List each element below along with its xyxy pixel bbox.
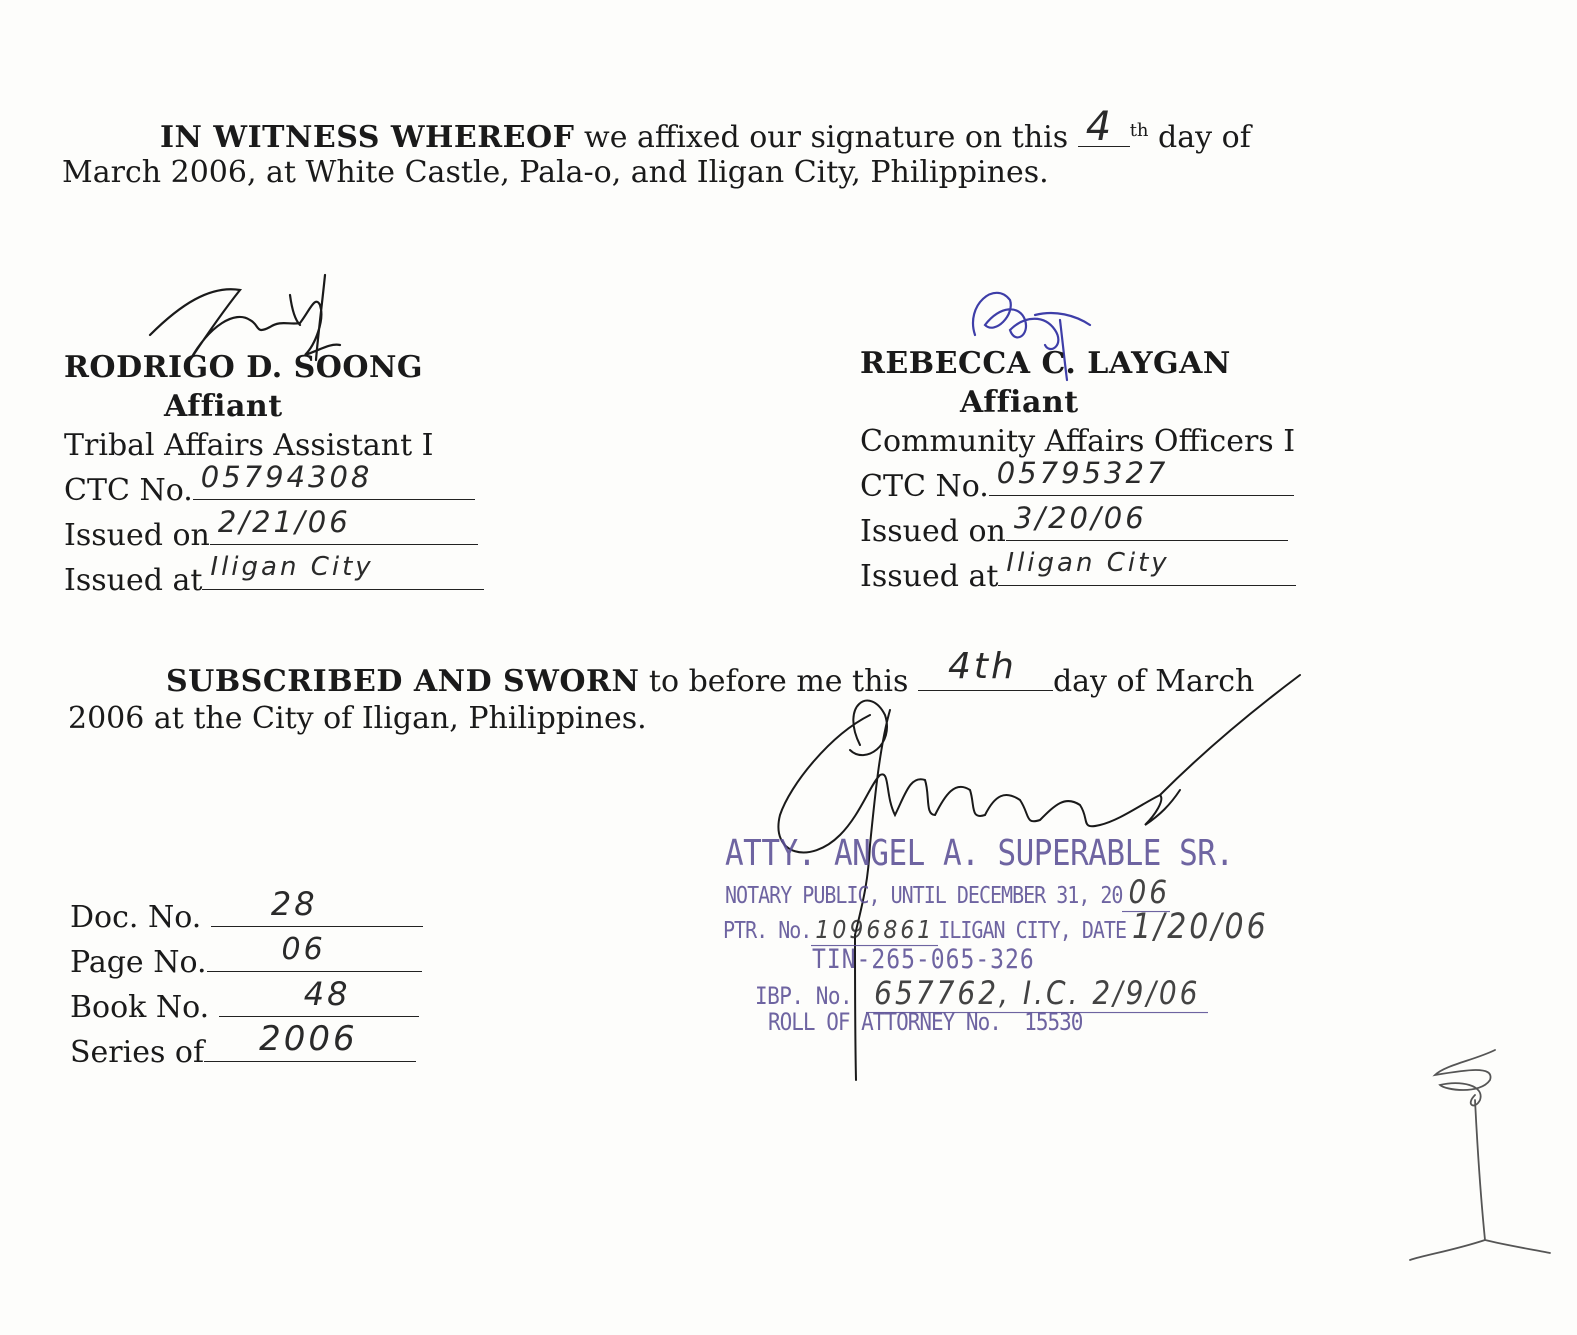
witness-day: 4 [1085, 104, 1115, 150]
docket-page-label: Page No. [70, 945, 207, 980]
docket-doc-blank [211, 885, 423, 927]
witness-heading: IN WITNESS WHEREOF [160, 120, 575, 155]
stamp-ibp-value: 657762, I.C. 2/9/06 [866, 974, 1208, 1013]
affiant-right-issued-on-value: 3/20/06 [1013, 501, 1147, 535]
affiant-right-issued-at-blank [998, 548, 1296, 586]
affiant-left-block [64, 348, 484, 600]
affiant-left-issued-at-value: Iligan City [210, 552, 374, 582]
stamp-ptr-value: 1096861 [811, 916, 938, 946]
sworn-day: 4th [947, 646, 1017, 687]
affiant-left-position: Tribal Affairs Assistant I [64, 428, 434, 463]
docket-doc-label: Doc. No. [70, 900, 202, 935]
affiant-left-issued-at-label: Issued at [64, 563, 203, 598]
docket-page-blank [207, 932, 422, 972]
stamp-roll-value: 15530 [1024, 1008, 1083, 1036]
affiant-right-name: REBECCA C. LAYGAN [860, 346, 1231, 381]
affiant-right-issued-on-label: Issued on [860, 514, 1006, 549]
affiant-left-issued-on-blank [210, 505, 478, 545]
pencil-initials [1405, 1040, 1555, 1280]
docket-book-label: Book No. [70, 990, 210, 1025]
affiant-right-issued-at-value: Iligan City [1006, 548, 1170, 578]
affiant-right-ctc-blank [989, 456, 1294, 496]
docket-doc-value: 28 [270, 885, 318, 923]
affiant-left-role: Affiant [164, 389, 283, 424]
witness-text-1: we affixed our signature on this [574, 120, 1078, 155]
docket-book-row [70, 975, 423, 1027]
affiant-left-issued-on-label: Issued on [64, 518, 210, 553]
affiant-left-name: RODRIGO D. SOONG [64, 350, 424, 385]
docket-series-label: Series of [70, 1035, 205, 1070]
affiant-right-issued-at-label: Issued at [860, 559, 999, 594]
stamp-ptr-label: PTR. No. [723, 916, 812, 944]
affiant-left-issued-at-blank [202, 552, 484, 590]
affiant-right-position: Community Affairs Officers I [860, 424, 1296, 459]
affiant-right-ctc-value: 05795327 [996, 456, 1169, 490]
witness-day-suffix: th [1129, 120, 1149, 141]
affiant-right-issued-on-blank [1006, 501, 1288, 541]
docket-page-value: 06 [281, 932, 326, 967]
affiant-right-block [860, 344, 1296, 596]
sworn-text-1: to before me this [639, 664, 918, 699]
sworn-heading: SUBSCRIBED AND SWORN [166, 664, 640, 699]
docket-book-value: 48 [303, 975, 351, 1013]
docket-block [70, 885, 423, 1072]
docket-series-row [70, 1019, 423, 1072]
stamp-notary-year: 06 [1122, 873, 1170, 912]
sworn-line-2: 2006 at the City of Iligan, Philippines. [68, 701, 647, 736]
affiant-left-issued-at-row [64, 552, 484, 600]
affiant-right-ctc-label: CTC No. [860, 469, 989, 504]
stamp-notary-line1 [725, 873, 1170, 911]
stamp-ibp-row [755, 974, 1208, 1012]
witness-day-blank [1078, 104, 1130, 150]
stamp-tin: TIN-265-065-326 [812, 945, 1035, 975]
witness-line-2: March 2006, at White Castle, Pala-o, and Iligan City, Philippines. [62, 155, 1049, 190]
stamp-roll-label: ROLL OF ATTORNEY No. [768, 1008, 1001, 1036]
stamp-ptr-row [723, 907, 1269, 947]
affiant-left-ctc-value: 05794308 [200, 460, 373, 494]
affiant-left-ctc-blank [193, 460, 475, 500]
witness-text-2: day of [1148, 120, 1251, 155]
docket-series-value: 2006 [259, 1019, 358, 1059]
affiant-left-ctc-label: CTC No. [64, 473, 193, 508]
affiant-left-issued-on-value: 2/21/06 [217, 505, 351, 539]
sworn-text-2: day of March [1052, 664, 1255, 699]
stamp-ptr-date: 1/20/06 [1132, 907, 1269, 948]
docket-book-blank [219, 975, 419, 1017]
docket-series-blank [204, 1019, 416, 1062]
stamp-notary-name: ATTY. ANGEL A. SUPERABLE SR. [725, 833, 1234, 875]
affiant-right-role: Affiant [960, 385, 1079, 420]
docket-page-row [70, 932, 423, 982]
stamp-ibp-label: IBP. No. [755, 982, 853, 1010]
affiant-right-issued-at-row [860, 548, 1296, 596]
stamp-roll-row [768, 1008, 1082, 1036]
docket-doc-row [70, 885, 423, 937]
stamp-ptr-place: ILIGAN CITY, DATE [938, 916, 1127, 944]
stamp-notary-until: NOTARY PUBLIC, UNTIL DECEMBER 31, 20 [725, 881, 1123, 909]
